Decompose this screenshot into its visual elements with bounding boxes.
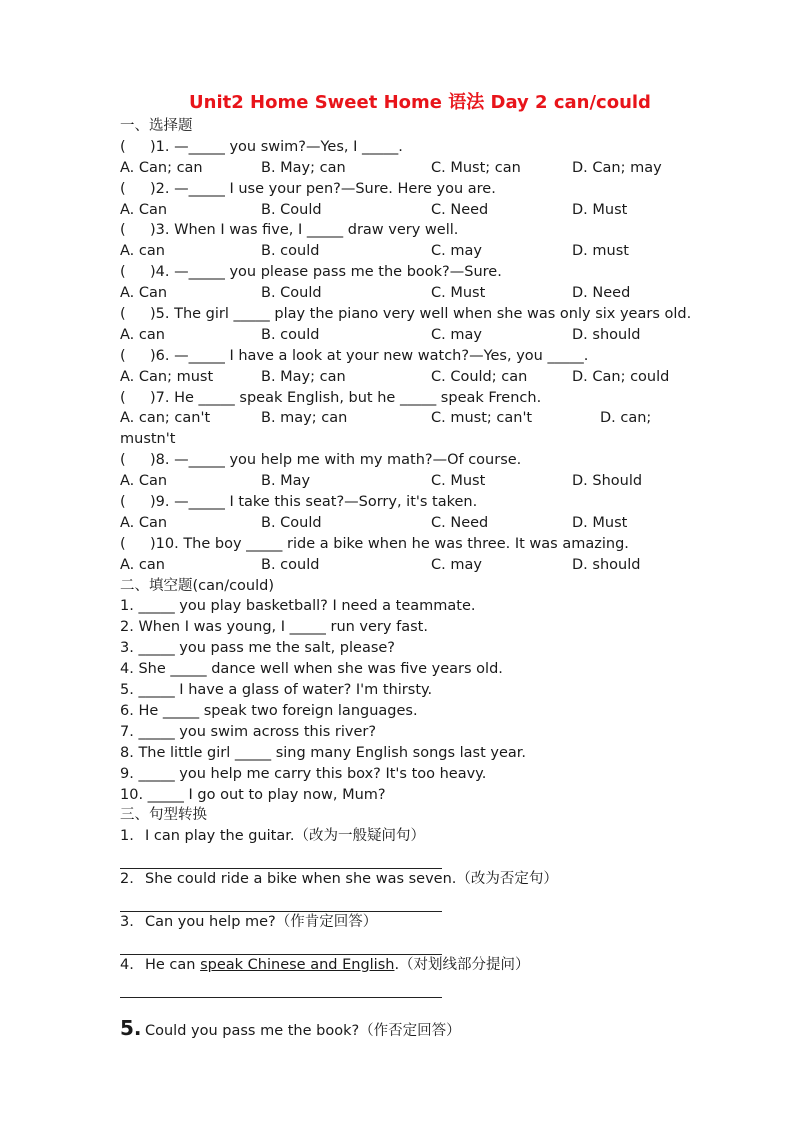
option-a: A. Can — [120, 285, 168, 302]
option-c: C. Must; can — [431, 159, 521, 176]
transform-text: Can you help me?（作肯定回答） — [145, 914, 378, 931]
option-c: C. may — [431, 243, 482, 260]
option-d: D. Must — [572, 514, 628, 531]
question-text: )4. —_____ you please pass me the book?—Sure. — [150, 264, 502, 281]
transform-pre: He can — [145, 956, 201, 973]
option-a: A. Can; must — [120, 368, 214, 385]
option-a: A. can — [120, 326, 165, 343]
option-b: B. May; can — [261, 368, 346, 385]
answer-line[interactable] — [120, 933, 442, 955]
transform-item — [120, 955, 700, 976]
transform-list — [120, 826, 700, 1040]
option-d: D. should — [572, 326, 641, 343]
option-b: B. Could — [261, 201, 322, 218]
fill-item: 6. He _____ speak two foreign languages. — [120, 702, 418, 719]
question-options — [120, 367, 700, 388]
option-c: C. Need — [431, 514, 489, 531]
answer-line[interactable] — [120, 847, 442, 869]
option-d: D. must — [572, 243, 629, 260]
worksheet — [120, 90, 700, 1040]
option-d-wrap: mustn't — [120, 431, 176, 448]
option-a: A. Can; can — [120, 159, 203, 176]
transform-number: 3. — [120, 914, 134, 931]
page-title: Unit2 Home Sweet Home 语法 Day 2 can/could — [189, 92, 651, 113]
option-a: A. Can — [120, 514, 168, 531]
section1-heading: 一、选择题 — [120, 118, 193, 134]
fill-item: 5. _____ I have a glass of water? I'm thirsty. — [120, 682, 433, 699]
fill-item: 10. _____ I go out to play now, Mum? — [120, 786, 386, 803]
question-options — [120, 513, 700, 534]
question-stem — [120, 137, 700, 158]
fill-in-list — [120, 596, 700, 805]
answer-paren: ( — [120, 180, 126, 197]
question-options — [120, 555, 700, 576]
multiple-choice-list — [120, 137, 700, 576]
fill-item: 8. The little girl _____ sing many English songs last year. — [120, 744, 527, 761]
transform-text: I can play the guitar.（改为一般疑问句） — [145, 828, 425, 845]
transform-item — [120, 826, 700, 847]
section2-heading: 二、填空题(can/could) — [120, 577, 275, 594]
question-text: )6. —_____ I have a look at your new watch?—Yes, you _____. — [150, 347, 589, 364]
fill-item: 2. When I was young, I _____ run very fast. — [120, 619, 428, 636]
option-d: D. Should — [572, 473, 643, 490]
option-a: A. Can — [120, 201, 168, 218]
transform-item — [120, 869, 700, 890]
answer-paren: ( — [120, 222, 126, 239]
question-stem — [120, 179, 700, 200]
option-c: C. Need — [431, 201, 489, 218]
option-a: A. can — [120, 556, 165, 573]
option-b: B. Could — [261, 514, 322, 531]
option-c: C. must; can't — [431, 410, 533, 427]
option-d: D. Can; could — [572, 368, 670, 385]
answer-paren: ( — [120, 306, 126, 323]
question-text: )5. The girl _____ play the piano very well when she was only six years old. — [150, 306, 692, 323]
option-c: C. Must — [431, 285, 486, 302]
fill-item: 3. _____ you pass me the salt, please? — [120, 640, 396, 657]
transform-item — [120, 912, 700, 933]
question-stem — [120, 346, 700, 367]
question-options — [120, 158, 700, 179]
question-stem — [120, 220, 700, 241]
answer-line[interactable] — [120, 976, 442, 998]
question-text: )2. —_____ I use your pen?—Sure. Here you are. — [150, 180, 496, 197]
answer-paren: ( — [120, 138, 126, 155]
question-options — [120, 283, 700, 304]
answer-paren: ( — [120, 347, 126, 364]
question-stem — [120, 304, 700, 325]
transform-item — [120, 1016, 700, 1040]
option-b: B. could — [261, 326, 320, 343]
option-b: B. could — [261, 556, 320, 573]
question-stem — [120, 450, 700, 471]
transform-number: 5. — [120, 1015, 142, 1040]
question-text: )7. He _____ speak English, but he _____ speak French. — [150, 389, 542, 406]
option-b: B. may; can — [261, 410, 348, 427]
question-options — [120, 200, 700, 221]
option-c: C. may — [431, 326, 482, 343]
transform-post: .（对划线部分提问） — [394, 956, 530, 973]
option-c: C. Must — [431, 473, 486, 490]
transform-number: 1. — [120, 828, 134, 845]
question-options — [120, 241, 700, 262]
transform-number: 4. — [120, 956, 134, 973]
fill-item: 4. She _____ dance well when she was five years old. — [120, 661, 503, 678]
option-a: A. can; can't — [120, 410, 211, 427]
fill-item: 1. _____ you play basketball? I need a teammate. — [120, 598, 476, 615]
answer-paren: ( — [120, 494, 126, 511]
answer-paren: ( — [120, 264, 126, 281]
transform-underlined: speak Chinese and English — [200, 956, 395, 973]
answer-paren: ( — [120, 452, 126, 469]
question-text: )10. The boy _____ ride a bike when he was three. It was amazing. — [150, 535, 629, 552]
fill-item: 7. _____ you swim across this river? — [120, 723, 377, 740]
question-text: )9. —_____ I take this seat?—Sorry, it's taken. — [150, 494, 478, 511]
question-options — [120, 325, 700, 346]
option-d: D. can; — [600, 410, 652, 427]
option-a: A. Can — [120, 473, 168, 490]
option-d: D. Can; may — [572, 159, 662, 176]
option-d: D. should — [572, 556, 641, 573]
question-options — [120, 408, 700, 429]
question-text: )3. When I was five, I _____ draw very well. — [150, 222, 459, 239]
answer-paren: ( — [120, 535, 126, 552]
option-c: C. Could; can — [431, 368, 528, 385]
question-stem — [120, 262, 700, 283]
question-text: )1. —_____ you swim?—Yes, I _____. — [150, 138, 403, 155]
transform-text: Could you pass me the book?（作否定回答） — [145, 1022, 461, 1039]
option-a: A. can — [120, 243, 165, 260]
question-options — [120, 471, 700, 492]
option-b: B. could — [261, 243, 320, 260]
answer-paren: ( — [120, 389, 126, 406]
option-c: C. may — [431, 556, 482, 573]
option-b: B. May — [261, 473, 311, 490]
option-d: D. Must — [572, 201, 628, 218]
transform-number: 2. — [120, 871, 134, 888]
question-text: )8. —_____ you help me with my math?—Of course. — [150, 452, 522, 469]
transform-text: She could ride a bike when she was seven.（改为否定句） — [145, 871, 558, 888]
option-d: D. Need — [572, 285, 631, 302]
option-b: B. May; can — [261, 159, 346, 176]
fill-item: 9. _____ you help me carry this box? It's too heavy. — [120, 765, 487, 782]
answer-line[interactable] — [120, 890, 442, 912]
question-stem — [120, 388, 700, 409]
question-stem — [120, 492, 700, 513]
option-b: B. Could — [261, 285, 322, 302]
question-stem — [120, 534, 700, 555]
section3-heading: 三、句型转换 — [120, 807, 207, 824]
